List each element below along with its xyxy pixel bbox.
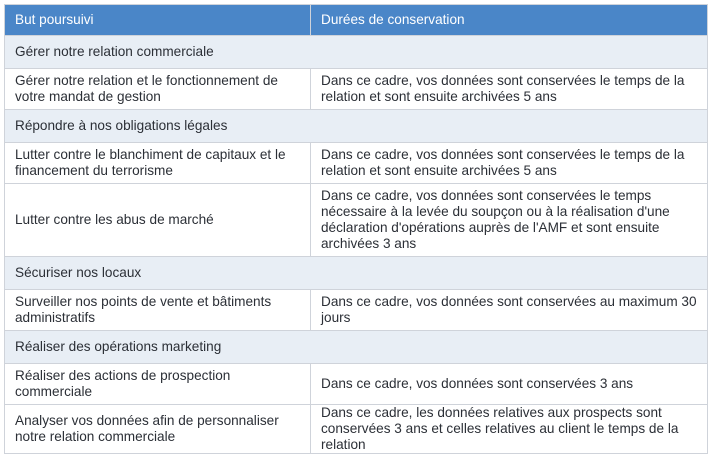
retention-cell: Dans ce cadre, les données relatives aux prospects sont conservées 3 ans et celles relatives au client le temps de la relation — [311, 405, 708, 454]
section-title: Gérer notre relation commerciale — [5, 36, 708, 69]
table-row — [5, 290, 708, 331]
table-row — [5, 184, 708, 257]
table-row — [5, 405, 708, 454]
purpose-cell: Lutter contre les abus de marché — [5, 184, 311, 257]
header-purpose: But poursuivi — [5, 5, 311, 36]
retention-cell: Dans ce cadre, vos données sont conservées le temps de la relation et sont ensuite archivées 5 ans — [311, 143, 708, 184]
table-row — [5, 143, 708, 184]
table-row — [5, 69, 708, 110]
retention-cell: Dans ce cadre, vos données sont conservées au maximum 30 jours — [311, 290, 708, 331]
purpose-cell: Surveiller nos points de vente et bâtiments administratifs — [5, 290, 311, 331]
retention-cell: Dans ce cadre, vos données sont conservées le temps nécessaire à la levée du soupçon ou à la réalisation d'une déclaration d'opérations auprès de l'AMF et sont ensuite archivées 3 ans — [311, 184, 708, 257]
section-row — [5, 110, 708, 143]
section-title: Répondre à nos obligations légales — [5, 110, 708, 143]
purpose-cell: Analyser vos données afin de personnaliser notre relation commerciale — [5, 405, 311, 454]
purpose-cell: Réaliser des actions de prospection commerciale — [5, 364, 311, 405]
purpose-cell: Gérer notre relation et le fonctionnement de votre mandat de gestion — [5, 69, 311, 110]
section-title: Sécuriser nos locaux — [5, 257, 708, 290]
section-row — [5, 331, 708, 364]
header-retention: Durées de conservation — [311, 5, 708, 36]
table-header-row — [5, 5, 708, 36]
retention-cell: Dans ce cadre, vos données sont conservées le temps de la relation et sont ensuite archivées 5 ans — [311, 69, 708, 110]
section-row — [5, 257, 708, 290]
table-row — [5, 364, 708, 405]
retention-table — [4, 4, 708, 454]
retention-table-container — [4, 4, 707, 454]
section-row — [5, 36, 708, 69]
purpose-cell: Lutter contre le blanchiment de capitaux et le financement du terrorisme — [5, 143, 311, 184]
section-title: Réaliser des opérations marketing — [5, 331, 708, 364]
retention-cell: Dans ce cadre, vos données sont conservées 3 ans — [311, 364, 708, 405]
